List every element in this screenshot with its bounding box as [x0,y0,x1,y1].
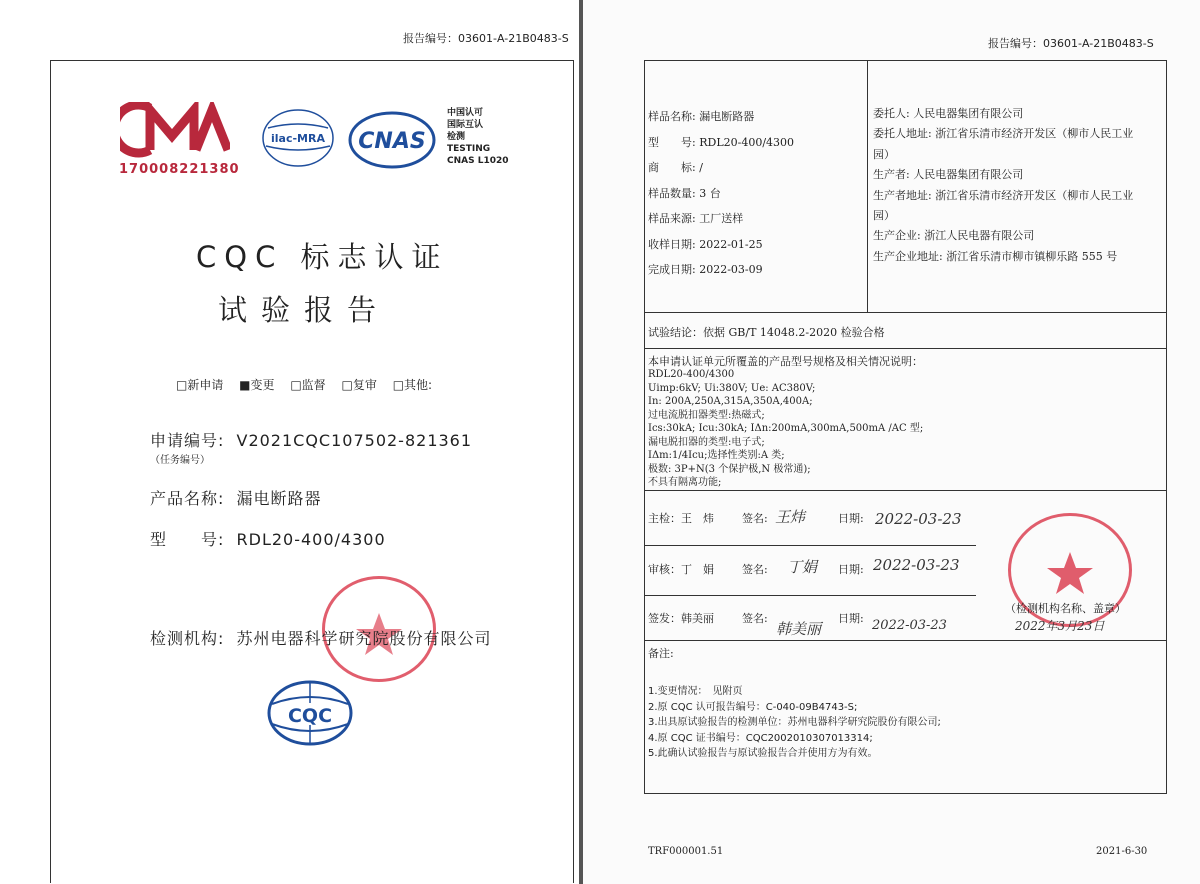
rule [644,348,1166,349]
client-info-row [873,186,1133,206]
ilac-mra-logo [258,106,338,174]
coverage-line: 漏电脱扣器的类型:电子式; [648,436,765,448]
client-info-label: 生产者: [873,168,910,182]
inspector-signature: 王炜 [775,508,806,526]
cqc-mark-icon [266,680,354,746]
report-number-left: 报告编号：03601-A-21B0483-S [403,32,569,45]
checkbox-supervision: □监督 [290,378,326,392]
remark-item: 3.出具原试验报告的检测单位：苏州电器科学研究院股份有限公司; [648,717,941,728]
cma-number: 170008221380 [119,162,240,177]
issuer-date-label: 日期: [838,612,864,625]
sample-info-label: 商 标: [648,161,696,174]
sample-info-row [648,206,794,232]
form-date: 2021-6-30 [1096,846,1148,857]
info-divider [867,60,868,312]
sample-info-value: / [699,161,703,174]
inspector-date-label: 日期: [838,512,864,525]
client-info-row [873,247,1133,267]
sample-info-label: 样品来源: [648,212,696,225]
sample-info-row [648,257,794,283]
application-label: 申请编号: [150,431,225,450]
cnas-text-line: 中国认可 [447,108,484,118]
client-info-value: 园） [873,209,895,223]
form-code: TRF000001.51 [648,846,724,857]
sample-info-value: RDL20-400/4300 [699,135,795,149]
checkbox-change: ■变更 [239,378,275,392]
sample-info-row [648,155,794,181]
report-type-checkboxes [176,376,432,393]
client-info-row [873,165,1133,185]
client-info-row [873,206,1133,226]
sample-info-row [648,232,794,258]
rule [644,545,976,546]
sample-info-label: 收样日期: [648,237,696,251]
reviewer-date: 2022-03-23 [873,556,960,574]
model-row [150,527,386,550]
sample-info-label: 型 号: [648,135,696,149]
checkbox-other: □其他: [392,378,433,392]
cnas-text-line: TESTING [447,144,491,154]
coverage-line: 过电流脱扣器类型:热磁式; [648,409,765,421]
product-value: 漏电断路器 [236,489,322,508]
cnas-text-line: 国际互认 [447,120,484,130]
issuer-role: 签发：韩美丽 [648,612,714,625]
client-info-row [873,226,1133,246]
application-number-row [150,428,472,451]
sample-info-value: 2022-03-09 [699,263,763,276]
sample-info-value: 3 台 [699,186,721,200]
remark-item: 5.此确认试验报告与原试验报告合并使用方为有效。 [648,748,878,759]
inspector-sign-label: 签名: [742,512,768,525]
product-name-row [150,486,322,509]
client-info-value: 浙江省乐清市柳市镇柳乐路 555 号 [946,249,1118,263]
client-info-label: 生产者地址: [873,188,932,202]
client-info-row [873,104,1133,124]
inspector-date: 2022-03-23 [875,510,962,528]
rule [644,312,1166,313]
coverage-line: 不具有隔离功能; [648,477,722,488]
lab-value: 苏州电器科学研究院股份有限公司 [236,629,492,648]
remark-item: 2.原 CQC 认可报告编号：C-040-09B4743-S; [648,701,858,713]
sample-info [648,104,794,283]
remarks-list [648,684,941,762]
client-info-value: 浙江省乐清市经济开发区（柳市人民工业 [935,127,1134,141]
sample-info-value: 2022-01-25 [699,237,763,251]
client-info-label: 委托人地址: [873,127,932,141]
issuer-date: 2022-03-23 [872,618,947,633]
reviewer-signature: 丁娟 [787,558,818,576]
issuer-sign-label: 签名: [742,612,768,625]
client-info-value: 浙江人民电器有限公司 [924,229,1035,243]
coverage-line: In: 200A,250A,315A,350A,400A; [648,396,813,407]
client-info-row [873,145,1133,165]
left-frame [50,60,574,883]
coverage-line: RDL20-400/4300 [648,369,735,380]
report-number-right: 报告编号：03601-A-21B0483-S [988,37,1154,50]
reviewer-role: 审核：丁 娟 [648,563,714,576]
client-info-label: 委托人: [873,107,910,120]
sample-info-row [648,181,794,207]
rule [644,640,1166,641]
ilac-mra-icon [258,106,338,170]
cma-mark-icon [120,102,230,162]
cma-logo [120,102,228,162]
remark-item: 4.原 CQC 证书编号：CQC2002010307013314; [648,732,873,744]
cnas-logo [347,110,437,174]
client-info-value: 园） [873,147,895,161]
client-info-row [873,124,1133,144]
client-info-label: 生产企业地址: [873,249,943,263]
cnas-text [447,107,509,167]
cnas-mark-icon [347,110,437,170]
cnas-text-line: 检测 [447,132,466,142]
svg-text:CQC: CQC [287,705,333,727]
svg-text:ilac-MRA: ilac-MRA [271,132,325,145]
product-label: 产品名称: [150,489,225,508]
model-value: RDL20-400/4300 [236,530,386,549]
report-title-line2: 试验报告 [218,293,391,327]
client-info [873,104,1133,267]
coverage-title: 本申请认证单元所覆盖的产品型号规格及相关情况说明： [648,355,923,368]
cnas-text-line: CNAS L1020 [447,156,509,166]
sample-info-row [648,104,794,130]
task-number-note: （任务编号） [150,455,210,466]
coverage-line: 极数: 3P+N(3 个保护极,N 极常通); [648,463,811,475]
client-info-value: 人民电器集团有限公司 [913,168,1024,182]
stamp-date: 2022年3月23日 [1015,619,1105,633]
sample-info-value: 漏电断路器 [699,110,755,123]
stamp-caption: （检测机构名称、盖章） [1005,602,1126,615]
client-info-value: 浙江省乐清市经济开发区（柳市人民工业 [935,188,1134,202]
sample-info-row [648,130,794,156]
remark-item: 1.变更情况： 见附页 [648,686,743,697]
client-info-value: 人民电器集团有限公司 [913,107,1024,120]
remarks-label: 备注: [648,647,674,660]
left-page [0,0,583,884]
lab-label: 检测机构: [150,629,225,648]
reviewer-sign-label: 签名: [742,563,768,576]
application-value: V2021CQC107502-821361 [236,431,473,450]
coverage-line: Uimp:6kV; Ui:380V; Ue: AC380V; [648,382,816,394]
rule [644,595,976,596]
issuer-signature: 韩美丽 [776,620,822,638]
sample-info-label: 样品数量: [648,186,696,200]
reviewer-date-label: 日期: [838,563,864,576]
sample-info-value: 工厂送样 [699,212,744,225]
coverage-details [648,368,923,490]
sample-info-label: 完成日期: [648,263,696,276]
coverage-line: Ics:30kA; Icu:30kA; IΔn:200mA,300mA,500mA /AC 型; [648,423,924,434]
model-label: 型 号: [150,530,225,549]
checkbox-new: □新申请 [176,378,224,392]
rule [644,490,1166,491]
test-conclusion: 试验结论：依据 GB/T 14048.2-2020 检验合格 [648,326,885,339]
coverage-line: IΔm:1/4Icu;选择性类别:A 类; [648,450,785,461]
checkbox-review: □复审 [341,378,377,392]
svg-text:CNAS: CNAS [358,129,426,154]
inspector-role: 主检：王 炜 [648,512,714,525]
client-info-label: 生产企业: [873,229,921,243]
report-title-line1: CQC 标志认证 [196,240,449,274]
cqc-logo [266,680,354,750]
sample-info-label: 样品名称: [648,110,696,123]
testing-lab-row [150,626,492,649]
